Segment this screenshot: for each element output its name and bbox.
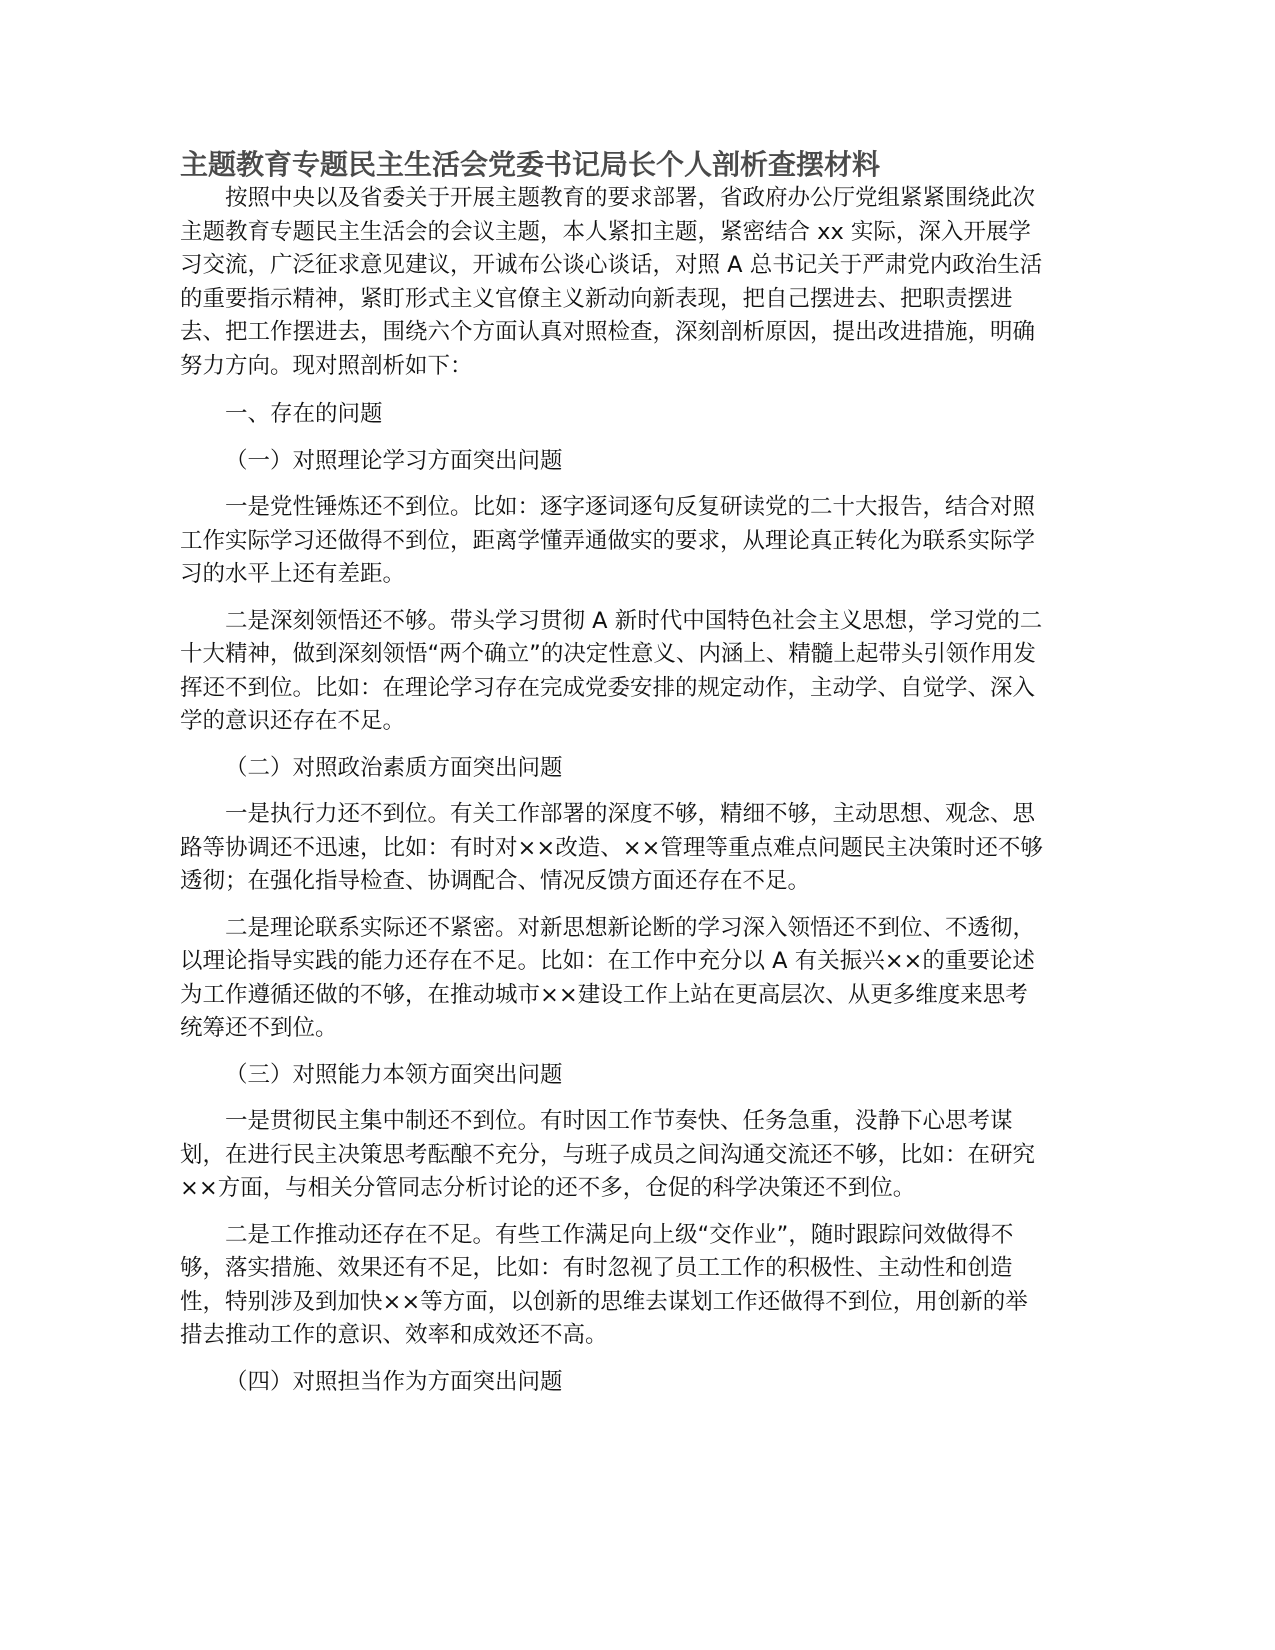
intro-paragraph: 按照中央以及省委关于开展主题教育的要求部署，省政府办公厅党组紧紧围绕此次主题教育专题民主生活会的会议主题，本人紧扣主题，紧密结合 xx 实际，深入开展学习交流，广泛征求意见建议，开诚布公谈心谈话，对照 A 总书记关于严肃党内政治生活的重要指示精神，紧盯形式主义官僚主义新动向新表现，把自己摆进去、把职责摆进去、把工作摆进去，围绕六个方面认真对照检查，深刻剖析原因，提出改进措施，明确努力方向。现对照剖析如下： (180, 185, 1043, 379)
paragraph-theory-2: 二是深刻领悟还不够。带头学习贯彻 A 新时代中国特色社会主义思想，学习党的二十大精神，做到深刻领悟“两个确立”的决定性意义、内涵上、精髓上起带头引领作用发挥还不到位。比如：在理论学习存在完成党委安排的规定动作，主动学、自觉学、深入学的意识还存在不足。 (180, 607, 1043, 734)
subsection-heading-responsibility: （四）对照担当作为方面突出问题 (225, 1368, 563, 1395)
paragraph-ability-2: 二是工作推动还存在不足。有些工作满足向上级“交作业”，随时跟踪问效做得不够，落实措施、效果还有不足，比如：有时忽视了员工工作的积极性、主动性和创造性，特别涉及到加快××等方面，以创新的思维去谋划工作还做得不到位，用创新的举措去推动工作的意识、效率和成效还不高。 (180, 1221, 1028, 1348)
document-title: 主题教育专题民主生活会党委书记局长个人剖析查摆材料 (180, 148, 881, 181)
paragraph-political-2: 二是理论联系实际还不紧密。对新思想新论断的学习深入领悟还不到位、不透彻，以理论指导实践的能力还存在不足。比如：在工作中充分以 A 有关振兴××的重要论述为工作遵循还做的不够，在推动城市××建设工作上站在更高层次、从更多维度来思考统筹还不到位。 (180, 914, 1036, 1041)
document-page (180, 148, 1050, 1399)
paragraph-theory-1: 一是党性锤炼还不到位。比如：逐字逐词逐句反复研读党的二十大报告，结合对照工作实际学习还做得不到位，距离学懂弄通做实的要求，从理论真正转化为联系实际学习的水平上还有差距。 (180, 494, 1036, 587)
paragraph-ability-1: 一是贯彻民主集中制还不到位。有时因工作节奏快、任务急重，没静下心思考谋划，在进行民主决策思考酝酿不充分，与班子成员之间沟通交流还不够，比如：在研究××方面，与相关分管同志分析讨论的还不多，仓促的科学决策还不到位。 (180, 1108, 1036, 1201)
subsection-heading-political: （二）对照政治素质方面突出问题 (225, 754, 563, 781)
section-heading-problems: 一、存在的问题 (225, 401, 383, 427)
subsection-heading-ability: （三）对照能力本领方面突出问题 (225, 1061, 563, 1088)
paragraph-political-1: 一是执行力还不到位。有关工作部署的深度不够，精细不够，主动思想、观念、思路等协调还不迅速，比如：有时对××改造、××管理等重点难点问题民主决策时还不够透彻；在强化指导检查、协调配合、情况反馈方面还存在不足。 (180, 801, 1043, 894)
subsection-heading-theory: （一）对照理论学习方面突出问题 (225, 447, 563, 474)
